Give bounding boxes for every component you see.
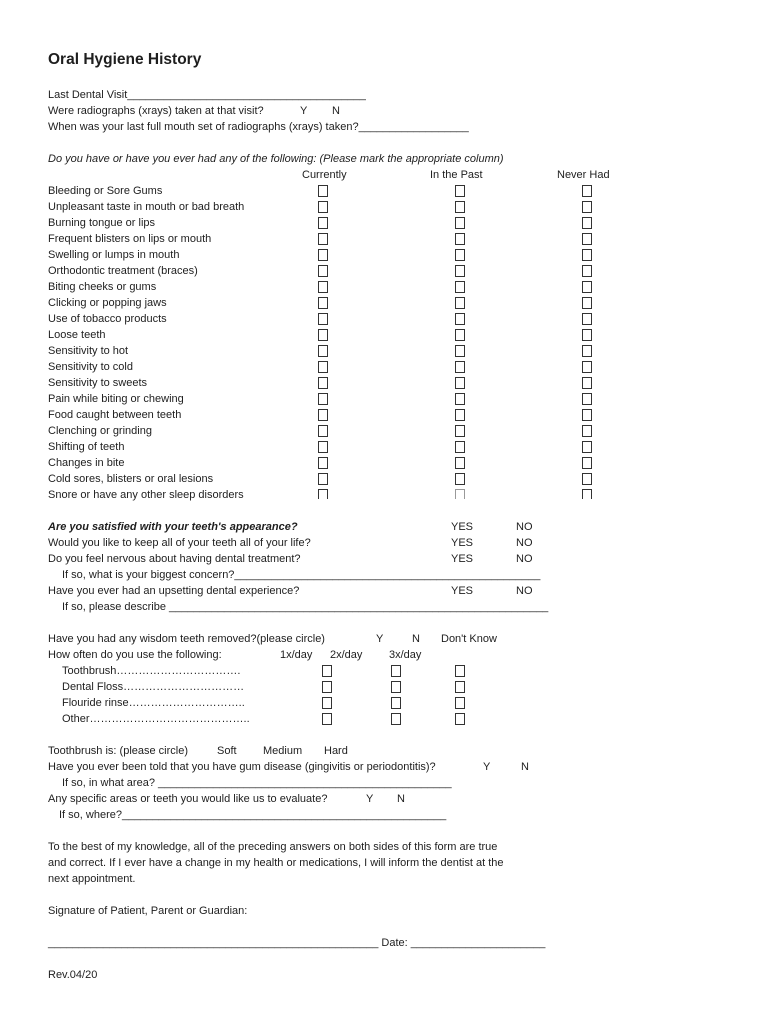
condition-label: Cold sores, blisters or oral lesions [48,473,214,485]
nervous-no[interactable]: NO [516,553,533,565]
checkbox-1x-day[interactable] [322,665,332,677]
checkbox-currently[interactable] [318,201,328,213]
checkbox-in-the-past[interactable] [455,313,465,325]
checkbox-in-the-past[interactable] [455,441,465,453]
checkbox-never-had[interactable] [582,425,592,437]
checkbox-in-the-past[interactable] [455,201,465,213]
checkbox-in-the-past[interactable] [455,345,465,357]
checkbox-currently[interactable] [318,313,328,325]
checkbox-never-had[interactable] [582,377,592,389]
signature-date-line[interactable]: ______________________________________________________ Date: ______________________ [48,937,546,949]
checkbox-currently[interactable] [318,281,328,293]
consent-line-3: next appointment. [48,873,136,885]
gum-disease-area-field[interactable]: If so, in what area? ________________________________________________ [62,777,452,789]
checkbox-never-had[interactable] [582,297,592,309]
appearance-no[interactable]: NO [516,521,533,533]
usage-item-label: Toothbrush……………………………. [62,665,241,677]
checkbox-currently[interactable] [318,393,328,405]
checkbox-in-the-past[interactable] [455,217,465,229]
checkbox-in-the-past[interactable] [455,185,465,197]
appearance-yes[interactable]: YES [451,521,474,533]
last-dental-visit-field[interactable]: Last Dental Visit_______________________________________ [48,89,366,101]
checkbox-3x-day[interactable] [455,697,465,709]
checkbox-in-the-past[interactable] [455,377,465,389]
checkbox-3x-day[interactable] [455,665,465,677]
nervous-question: Do you feel nervous about having dental treatment? [48,553,301,565]
consent-line-1: To the best of my knowledge, all of the preceding answers on both sides of this form are true [48,841,498,853]
checkbox-never-had[interactable] [582,393,592,405]
specific-areas-where-field[interactable]: If so, where?_____________________________________________________ [59,809,447,821]
checkbox-never-had[interactable] [582,265,592,277]
condition-label: Shifting of teeth [48,441,125,453]
keep-teeth-no[interactable]: NO [516,537,533,549]
checkbox-in-the-past[interactable] [455,361,465,373]
checkbox-currently[interactable] [318,489,328,499]
appearance-question: Are you satisfied with your teeth's appearance? [48,521,298,533]
checkbox-2x-day[interactable] [391,713,401,725]
gum-disease-question: Have you ever been told that you have gum disease (gingivitis or periodontitis)? [48,761,436,773]
checkbox-in-the-past[interactable] [455,297,465,309]
checkbox-in-the-past[interactable] [455,329,465,341]
checkbox-never-had[interactable] [582,233,592,245]
checkbox-in-the-past[interactable] [455,473,465,485]
condition-label: Sensitivity to hot [48,345,129,357]
checkbox-never-had[interactable] [582,473,592,485]
condition-label: Loose teeth [48,329,106,341]
checkbox-in-the-past[interactable] [455,425,465,437]
checkbox-currently[interactable] [318,377,328,389]
condition-label: Orthodontic treatment (braces) [48,265,198,277]
condition-label: Frequent blisters on lips or mouth [48,233,212,245]
checkbox-currently[interactable] [318,361,328,373]
checkbox-never-had[interactable] [582,329,592,341]
radiographs-no-option[interactable]: N [332,105,340,117]
usage-item-label: Other…………………………………….. [62,713,250,725]
consent-line-2: and correct. If I ever have a change in my health or medications, I will inform the dentist at the [48,857,504,869]
wisdom-yes-option[interactable]: Y [376,633,384,645]
condition-label: Use of tobacco products [48,313,167,325]
checkbox-3x-day[interactable] [455,681,465,693]
checkbox-never-had[interactable] [582,361,592,373]
toothbrush-type-label: Toothbrush is: (please circle) [48,745,189,757]
checkbox-in-the-past[interactable] [455,489,465,499]
condition-label: Pain while biting or chewing [48,393,184,405]
gum-disease-no-option[interactable]: N [521,761,529,773]
checkbox-never-had[interactable] [582,489,592,499]
page-title: Oral Hygiene History [48,51,202,68]
radiographs-yes-option[interactable]: Y [300,105,308,117]
checkbox-currently[interactable] [318,409,328,421]
condition-label: Changes in bite [48,457,125,469]
checkbox-currently[interactable] [318,425,328,437]
usage-item-label: Dental Floss…………………………… [62,681,245,693]
column-header-never-had: Never Had [557,169,610,181]
specific-areas-yes-option[interactable]: Y [366,793,374,805]
signature-label: Signature of Patient, Parent or Guardian: [48,905,248,917]
checkbox-currently[interactable] [318,329,328,341]
describe-field[interactable]: If so, please describe ______________________________________________________________ [62,601,549,613]
checkbox-currently[interactable] [318,297,328,309]
revision-label: Rev.04/20 [48,969,98,981]
upsetting-no[interactable]: NO [516,585,533,597]
biggest-concern-field[interactable]: If so, what is your biggest concern?__________________________________________________ [62,569,541,581]
upsetting-experience-question: Have you ever had an upsetting dental experience? [48,585,300,597]
condition-label: Unpleasant taste in mouth or bad breath [48,201,245,213]
usage-header-3x: 3x/day [389,649,422,661]
checkbox-1x-day[interactable] [322,681,332,693]
checkbox-currently[interactable] [318,217,328,229]
condition-label: Swelling or lumps in mouth [48,249,180,261]
condition-label: Snore or have any other sleep disorders [48,489,244,501]
checkbox-never-had[interactable] [582,249,592,261]
checkbox-2x-day[interactable] [391,697,401,709]
toothbrush-soft-option[interactable]: Soft [217,745,237,757]
checkbox-never-had[interactable] [582,313,592,325]
condition-label: Biting cheeks or gums [48,281,157,293]
condition-label: Sensitivity to cold [48,361,133,373]
usage-question: How often do you use the following: [48,649,222,661]
checkbox-currently[interactable] [318,185,328,197]
condition-label: Burning tongue or lips [48,217,156,229]
nervous-yes[interactable]: YES [451,553,474,565]
wisdom-no-option[interactable]: N [412,633,420,645]
specific-areas-no-option[interactable]: N [397,793,405,805]
checkbox-currently[interactable] [318,233,328,245]
checkbox-1x-day[interactable] [322,713,332,725]
usage-header-1x: 1x/day [280,649,313,661]
checkbox-in-the-past[interactable] [455,281,465,293]
full-mouth-radiographs-field[interactable]: When was your last full mouth set of radiographs (xrays) taken?__________________ [48,121,469,133]
checkbox-1x-day[interactable] [322,697,332,709]
checkbox-currently[interactable] [318,473,328,485]
checkbox-in-the-past[interactable] [455,249,465,261]
checkbox-currently[interactable] [318,345,328,357]
checkbox-never-had[interactable] [582,217,592,229]
checkbox-currently[interactable] [318,441,328,453]
checkbox-in-the-past[interactable] [455,393,465,405]
checkbox-never-had[interactable] [582,457,592,469]
gum-disease-yes-option[interactable]: Y [483,761,491,773]
usage-item-label: Flouride rinse………………………….. [62,697,245,709]
checkbox-in-the-past[interactable] [455,457,465,469]
checkbox-2x-day[interactable] [391,665,401,677]
condition-label: Clicking or popping jaws [48,297,167,309]
checkbox-never-had[interactable] [582,345,592,357]
checkbox-never-had[interactable] [582,201,592,213]
checkbox-never-had[interactable] [582,409,592,421]
checkbox-currently[interactable] [318,265,328,277]
checkbox-2x-day[interactable] [391,681,401,693]
keep-teeth-question: Would you like to keep all of your teeth all of your life? [48,537,311,549]
column-header-currently: Currently [302,169,347,181]
checkbox-3x-day[interactable] [455,713,465,725]
checkbox-never-had[interactable] [582,185,592,197]
toothbrush-hard-option[interactable]: Hard [324,745,348,757]
checkbox-currently[interactable] [318,249,328,261]
condition-label: Sensitivity to sweets [48,377,148,389]
wisdom-dont-know-option[interactable]: Don't Know [441,633,497,645]
upsetting-yes[interactable]: YES [451,585,474,597]
specific-areas-question: Any specific areas or teeth you would like us to evaluate? [48,793,328,805]
checkbox-never-had[interactable] [582,281,592,293]
checkbox-in-the-past[interactable] [455,409,465,421]
wisdom-teeth-question: Have you had any wisdom teeth removed?(please circle) [48,633,325,645]
conditions-question: Do you have or have you ever had any of the following: (Please mark the appropriate column) [48,153,504,165]
checkbox-in-the-past[interactable] [455,265,465,277]
column-header-in-the-past: In the Past [430,169,483,181]
checkbox-never-had[interactable] [582,441,592,453]
toothbrush-medium-option[interactable]: Medium [263,745,303,757]
checkbox-currently[interactable] [318,457,328,469]
keep-teeth-yes[interactable]: YES [451,537,474,549]
condition-label: Bleeding or Sore Gums [48,185,163,197]
condition-label: Food caught between teeth [48,409,182,421]
usage-header-2x: 2x/day [330,649,363,661]
checkbox-in-the-past[interactable] [455,233,465,245]
radiographs-question: Were radiographs (xrays) taken at that visit? [48,105,264,117]
condition-label: Clenching or grinding [48,425,152,437]
